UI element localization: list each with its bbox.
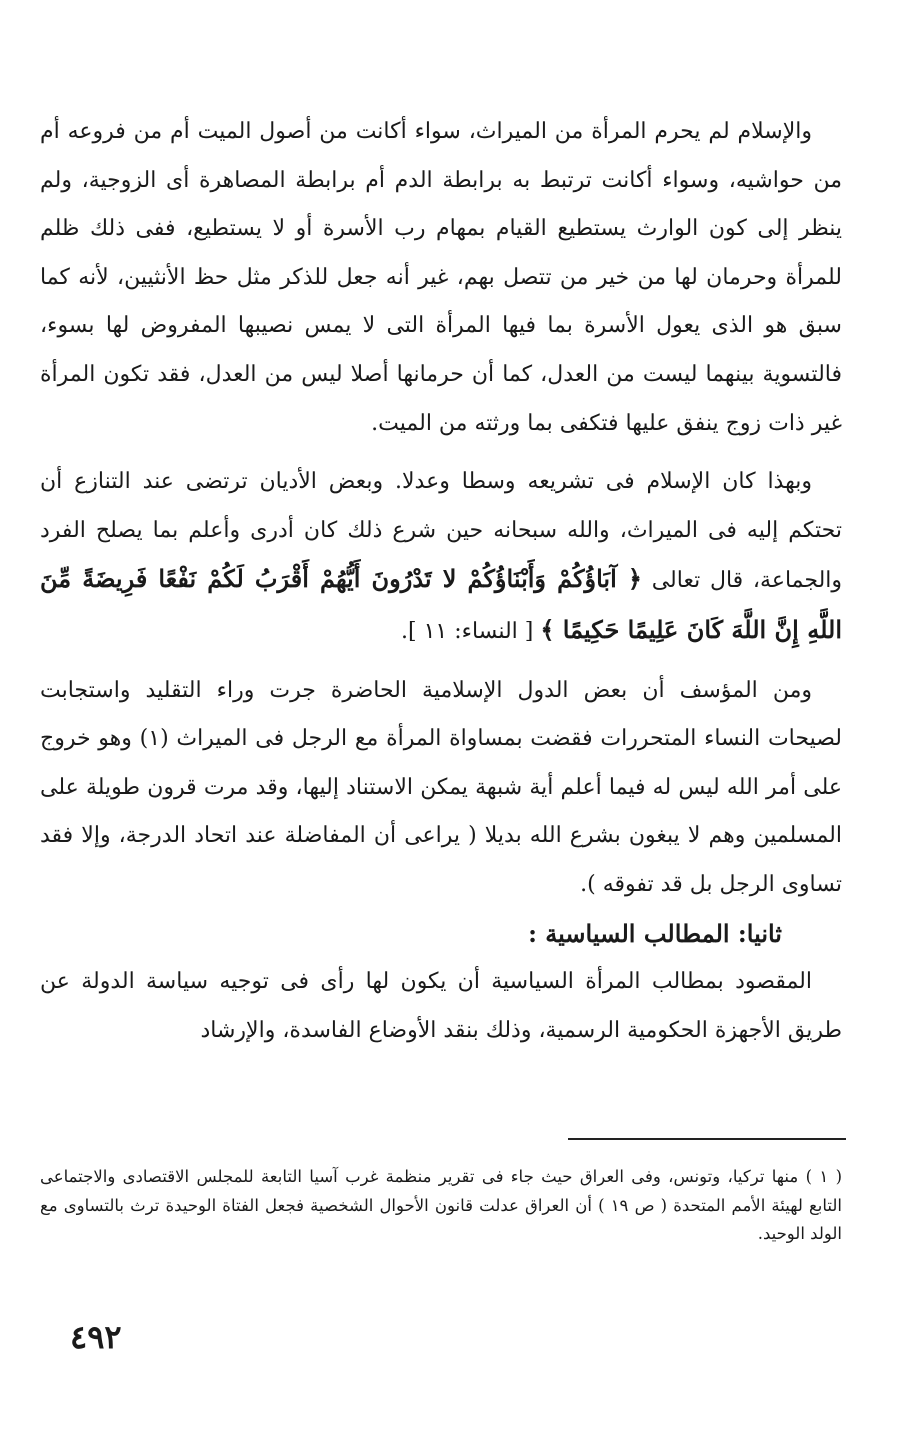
footnote-1: ( ١ ) منها تركيا، وتونس، وفى العراق حيث جاء فى تقرير منظمة غرب آسيا التابعة للمجلس الاقتصادى والاجتماعى التابع لهيئة الأمم المتحدة ( ص ١٩ ) أن العراق عدلت قانون الأحوال الشخصية فجعل الفتاة الوحيدة ترث بالتساوى مع الولد الوحيد.: [40, 1167, 843, 1243]
footnote-divider: [568, 1138, 846, 1140]
page-number: ٤٩٢: [70, 1318, 122, 1356]
paragraph-inheritance: والإسلام لم يحرم المرأة من الميراث، سواء أكانت من أصول الميت أم من فروعه أم من حواشيه، وسواء أكانت ترتبط به برابطة الدم أم برابطة المصاهرة أى الزوجية، ولم ينظر إلى كون الوارث يستطيع القيام بمهام رب الأسرة أو لا يستطيع، ففى ذلك ظلم للمرأة وحرمان لها من خير من تتصل بهم، غير أنه جعل للذكر مثل حظ الأنثيين، لأنه كما سبق هو الذى يعول الأسرة بما فيها المرأة التى لا يمس نصيبها المفروض لها بسوء، فالتسوية بينهما ليست من العدل، كما أن حرمانها أصلا ليس من العدل، فقد تكون المرأة غير ذات زوج ينفق عليها فتكفى بما ورثته من الميت.: [40, 119, 842, 436]
paragraph-text: وبهذا كان الإسلام فى تشريعه وسطا وعدلا. وبعض الأديان ترتضى عند التنازع أن تحتكم إليه فى الميراث، والله سبحانه حين شرع ذلك كان أدرى وأعلم بما يصلح الفرد والجماعة، قال تعالى: [40, 469, 843, 594]
paragraph-islam-fairness: [40, 458, 842, 656]
paragraph-political-demands: المقصود بمطالب المرأة السياسية أن يكون لها رأى فى توجيه سياسة الدولة عن طريق الأجهزة الحكومية الرسمية، وذلك بنقد الأوضاع الفاسدة، والإرشاد: [40, 969, 842, 1043]
quran-verse: ﴿ آبَاؤُكُمْ وَأَبْنَاؤُكُمْ لا تَدْرُونَ أَيُّهُمْ أَقْرَبُ لَكُمْ نَفْعًا فَرِيضَةً مِّنَ اللَّهِ إِنَّ اللَّهَ كَانَ عَلِيمًا حَكِيمًا ﴾: [40, 564, 842, 644]
footnotes: [40, 1163, 842, 1249]
verse-reference: [ النساء: ١١ ].: [401, 618, 541, 644]
main-text: [40, 108, 842, 1055]
paragraph-modern-states: ومن المؤسف أن بعض الدول الإسلامية الحاضرة جرت وراء التقليد واستجابت لصيحات النساء المتحررات فقضت بمساواة المرأة مع الرجل فى الميراث (١) وهو خروج على أمر الله ليس له فيما أعلم أية شبهة يمكن الاستناد إليها، وقد مرت قرون طويلة على المسلمين وهم لا يبغون بشرع الله بديلا ( يراعى أن المفاضلة عند اتحاد الدرجة، وإلا فقد تساوى الرجل بل قد تفوقه ).: [40, 677, 842, 897]
section-heading: ثانيا: المطالب السياسية :: [528, 918, 782, 948]
